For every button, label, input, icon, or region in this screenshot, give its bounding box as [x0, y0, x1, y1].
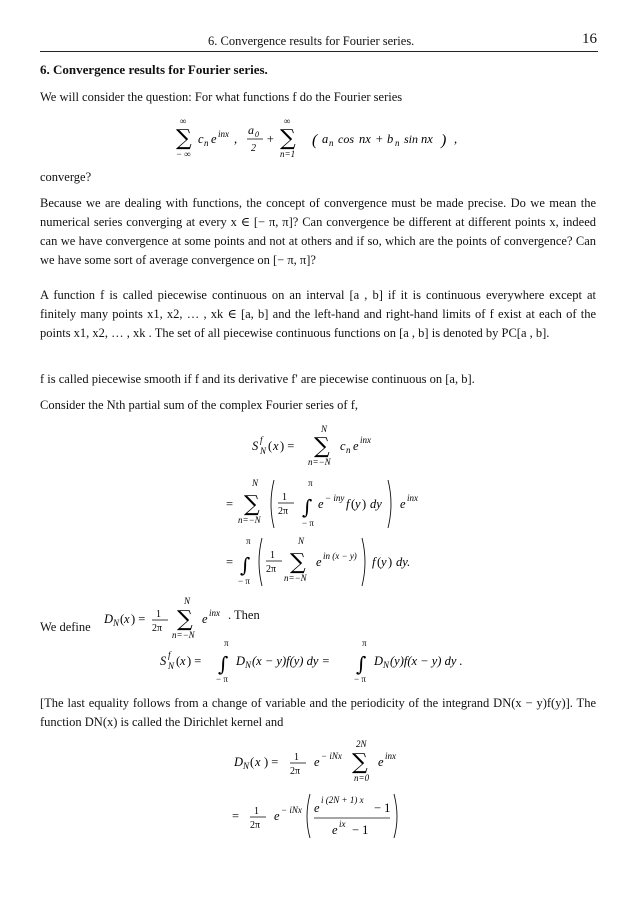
svg-text:f: f: [260, 435, 263, 445]
svg-text:inx: inx: [360, 435, 371, 445]
svg-text:− iny: − iny: [325, 493, 345, 503]
svg-text:n=0: n=0: [354, 773, 370, 783]
svg-text:∑: ∑: [280, 126, 296, 151]
svg-text:∫: ∫: [218, 652, 229, 676]
svg-text:,: ,: [234, 132, 238, 146]
svg-text:N: N: [113, 618, 120, 628]
paragraph-converge: converge?: [40, 170, 92, 184]
svg-text:∞: ∞: [284, 116, 291, 126]
svg-text:1: 1: [270, 550, 275, 561]
svg-text:N: N: [260, 446, 267, 456]
svg-text:− π: − π: [354, 674, 366, 684]
running-header: 6. Convergence results for Fourier series.: [208, 34, 415, 48]
svg-text:): ): [441, 132, 447, 149]
equation-integral-sum-graphic: [222, 532, 442, 592]
svg-text:0: 0: [255, 130, 259, 139]
svg-text:− π: − π: [302, 518, 314, 528]
svg-text:e: e: [400, 497, 406, 511]
svg-text:) =: ) =: [264, 755, 279, 769]
svg-text:N: N: [321, 424, 328, 434]
svg-text:inx: inx: [218, 129, 229, 139]
svg-text:D: D: [374, 654, 384, 668]
svg-text:2: 2: [251, 143, 256, 154]
svg-text:c: c: [340, 439, 346, 453]
svg-text:y: y: [355, 497, 361, 511]
svg-text:=: =: [232, 809, 240, 823]
section-title: 6. Convergence results for Fourier series.: [40, 62, 268, 77]
svg-text:1: 1: [156, 609, 161, 620]
svg-text:D: D: [234, 755, 244, 769]
svg-text:2π: 2π: [250, 820, 261, 831]
svg-text:inx: inx: [407, 493, 418, 503]
svg-text:f: f: [346, 497, 350, 511]
svg-text:2π: 2π: [266, 564, 277, 575]
equation-dirichlet-closed-form: [226, 790, 426, 845]
svg-text:π: π: [362, 638, 367, 648]
svg-text:e: e: [318, 497, 324, 511]
svg-text:π: π: [224, 638, 229, 648]
paragraph-piecewise-smooth: f is called piecewise smooth if f and its derivative f' are piecewise continuous on [a, b].: [40, 372, 475, 386]
svg-text:e: e: [316, 555, 322, 569]
svg-text:∑: ∑: [177, 607, 193, 632]
svg-text:i (2N + 1) x: i (2N + 1) x: [321, 795, 364, 805]
svg-text:) =: ) =: [131, 612, 146, 626]
svg-text:y: y: [381, 555, 387, 569]
svg-text:N: N: [245, 660, 252, 670]
svg-text:(: (: [176, 654, 181, 668]
svg-text:(: (: [312, 132, 318, 149]
svg-text:e: e: [202, 612, 208, 626]
svg-text:(: (: [268, 439, 273, 453]
svg-text:e: e: [378, 755, 384, 769]
svg-text:D: D: [236, 654, 246, 668]
equation-partial-sum-graphic: [248, 420, 418, 470]
svg-text:− iNx: − iNx: [281, 805, 302, 815]
svg-text:∞: ∞: [180, 116, 187, 126]
svg-text:− 1: − 1: [374, 801, 391, 815]
equation-dirichlet-sum: [234, 736, 434, 791]
then-text: . Then: [228, 608, 260, 622]
equation-partial-sum-kernel: [160, 636, 480, 691]
paragraph-convergence-question: Because we are dealing with functions, the concept of convergence must be made precise. Do we mean the numerical series converging at every x ∈ [− π, π]? Can convergence be different at different points x, indeed can we have convergence at some points and not at others and if so, which are the points of convergence? Can we have some sort of average convergence on [− π, π]?: [40, 196, 596, 267]
svg-text:x: x: [124, 612, 130, 626]
svg-text:): ): [388, 555, 393, 569]
svg-text:nx: nx: [421, 132, 433, 146]
svg-text:=: =: [226, 555, 234, 569]
svg-text:+: +: [375, 132, 384, 146]
svg-text:1: 1: [294, 752, 299, 763]
svg-text:− ∞: − ∞: [176, 149, 191, 159]
svg-text:− π: − π: [238, 576, 250, 586]
svg-text:e: e: [332, 823, 338, 837]
svg-text:π: π: [246, 536, 251, 546]
svg-text:n: n: [329, 138, 334, 148]
svg-text:dy.: dy.: [396, 555, 411, 569]
svg-text:c: c: [198, 132, 204, 146]
svg-text:N: N: [168, 661, 175, 671]
svg-text:=: =: [226, 497, 234, 511]
dirichlet-definition-line: [40, 590, 91, 634]
equation-dirichlet-closed-form-graphic: [226, 790, 426, 840]
svg-text:∑: ∑: [244, 492, 260, 517]
svg-text:nx: nx: [359, 132, 371, 146]
svg-text:): ): [362, 497, 367, 511]
svg-text:inx: inx: [385, 751, 396, 761]
paragraph-intro: We will consider the question: For what functions f do the Fourier series: [40, 90, 403, 104]
svg-text:e: e: [314, 801, 320, 815]
equation-partial-sum: [248, 420, 418, 475]
page-number: 16: [582, 31, 597, 47]
svg-text:a: a: [322, 132, 329, 146]
paragraph-partial-sum: Consider the Nth partial sum of the complex Fourier series of f,: [40, 398, 358, 412]
svg-text:(: (: [351, 497, 356, 511]
svg-text:e: e: [314, 755, 320, 769]
we-define-text: We define: [40, 620, 91, 634]
svg-text:(y)f(x − y) dy .: (y)f(x − y) dy .: [390, 654, 463, 668]
svg-text:x: x: [273, 439, 279, 453]
svg-text:f: f: [372, 555, 376, 569]
svg-text:∑: ∑: [290, 550, 306, 575]
svg-text:e: e: [211, 132, 217, 146]
svg-text:+: +: [266, 132, 275, 146]
svg-text:a: a: [248, 123, 254, 137]
svg-text:n=−N: n=−N: [172, 630, 195, 640]
svg-text:1: 1: [282, 492, 287, 503]
svg-text:(: (: [250, 755, 255, 769]
equation-sum-integral: [222, 474, 442, 539]
svg-text:∫: ∫: [356, 652, 367, 676]
svg-text:∑: ∑: [314, 434, 330, 459]
svg-text:− iNx: − iNx: [321, 751, 342, 761]
svg-text:n=−N: n=−N: [308, 457, 331, 467]
svg-text:S: S: [160, 654, 167, 668]
header-rule: [40, 51, 598, 52]
svg-text:N: N: [243, 761, 250, 771]
svg-text:∫: ∫: [302, 495, 313, 519]
svg-text:n=−N: n=−N: [238, 515, 261, 525]
equation-fourier-series: [176, 112, 476, 166]
equation-integral-sum: [222, 532, 442, 597]
svg-text:f: f: [168, 650, 171, 660]
paragraph-piecewise-continuous: A function f is called piecewise continuous on an interval [a , b] if it is continuous everywhere except at finitely many points x1, x2, … , xk ∈ [a, b] and the left-hand and right-hand limits of f exist at each of the points x1, x2, … , xk . The set of all piecewise continuous functions on [a , b] is denoted by PC[a , b].: [40, 288, 596, 340]
svg-text:e: e: [274, 809, 280, 823]
svg-text:ix: ix: [339, 819, 346, 829]
svg-text:1: 1: [254, 806, 259, 817]
svg-text:e: e: [353, 439, 359, 453]
svg-text:∑: ∑: [352, 750, 368, 775]
svg-text:(: (: [120, 612, 125, 626]
svg-text:n=1: n=1: [280, 149, 296, 159]
equation-dirichlet-sum-graphic: [234, 736, 434, 786]
svg-text:− π: − π: [216, 674, 228, 684]
svg-text:n: n: [204, 138, 209, 148]
svg-text:S: S: [252, 439, 259, 453]
svg-text:(: (: [377, 555, 382, 569]
svg-text:N: N: [383, 660, 390, 670]
svg-text:N: N: [298, 536, 305, 546]
svg-text:x: x: [180, 654, 186, 668]
svg-text:∑: ∑: [176, 126, 192, 151]
svg-text:) =: ) =: [187, 654, 202, 668]
svg-text:2π: 2π: [290, 766, 301, 777]
svg-text:D: D: [104, 612, 114, 626]
equation-fourier-series-graphic: [176, 112, 476, 162]
paragraph-dirichlet-kernel: [The last equality follows from a change of variable and the periodicity of the integrand DN(x − y)f(y)]. The function DN(x) is called the Dirichlet kernel and: [40, 696, 596, 729]
svg-text:n: n: [346, 445, 351, 455]
svg-text:N: N: [252, 478, 259, 488]
svg-text:x: x: [255, 755, 261, 769]
svg-text:2π: 2π: [152, 623, 163, 634]
svg-text:sin: sin: [404, 132, 419, 146]
svg-text:π: π: [308, 478, 313, 488]
svg-text:dy: dy: [370, 497, 382, 511]
svg-text:cos: cos: [338, 132, 354, 146]
svg-text:n: n: [395, 138, 400, 148]
svg-text:− 1: − 1: [352, 823, 369, 837]
equation-partial-sum-kernel-graphic: [160, 636, 480, 686]
equation-sum-integral-graphic: [222, 474, 442, 534]
svg-text:) =: ) =: [280, 439, 295, 453]
svg-text:n=−N: n=−N: [284, 573, 307, 583]
svg-text:(x − y)f(y) dy =: (x − y)f(y) dy =: [252, 654, 330, 668]
svg-text:in (x − y): in (x − y): [323, 551, 357, 561]
svg-text:2N: 2N: [356, 739, 367, 749]
svg-text:2π: 2π: [278, 506, 289, 517]
svg-text:b: b: [387, 132, 394, 146]
svg-text:N: N: [184, 596, 191, 606]
svg-text:inx: inx: [209, 608, 220, 618]
svg-text:,: ,: [454, 132, 458, 146]
svg-text:∫: ∫: [240, 553, 251, 577]
